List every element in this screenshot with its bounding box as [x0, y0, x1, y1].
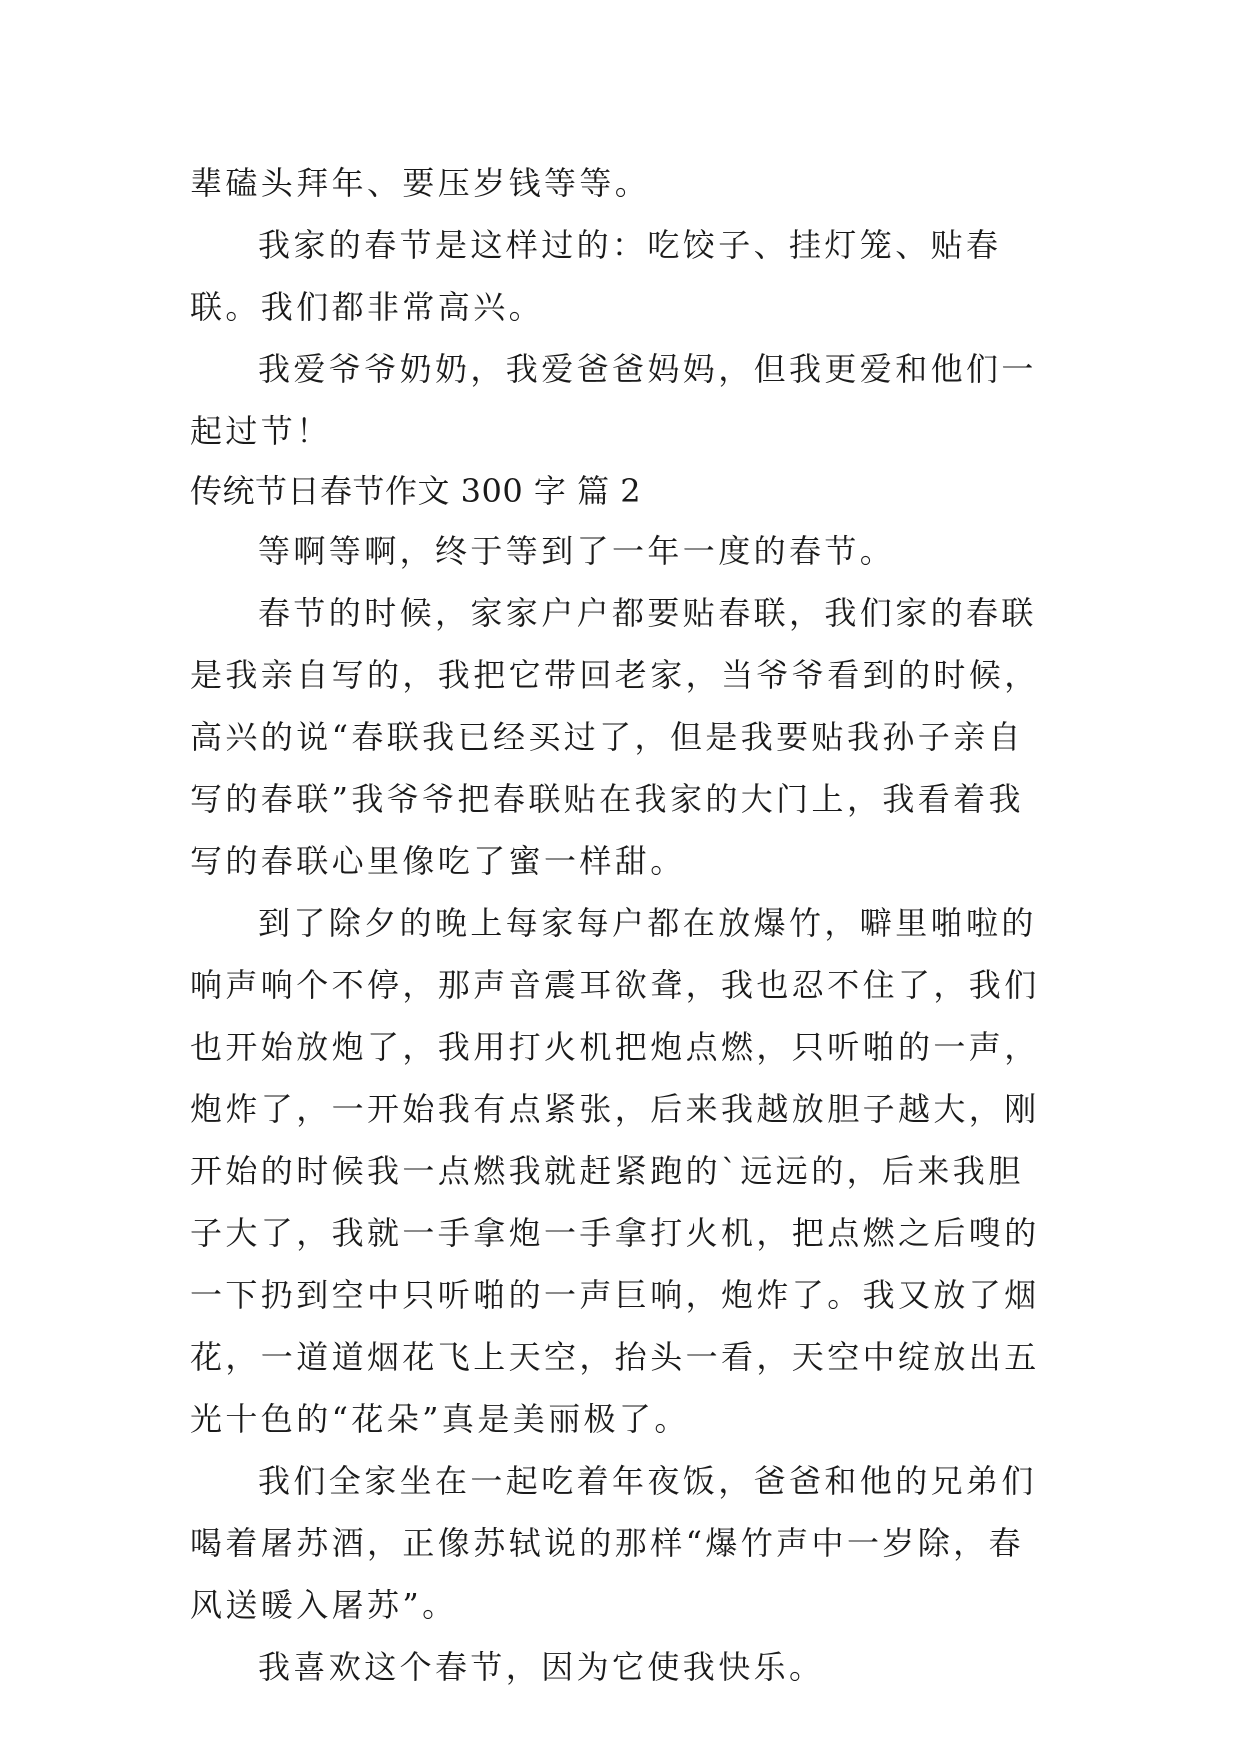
paragraph-waiting: 等啊等啊，终于等到了一年一度的春节。 — [258, 532, 896, 570]
paragraph-love-grandparents: 我爱爷爷奶奶，我爱爸爸妈妈，但我更爱和他们一起过节！ — [190, 350, 1037, 450]
paragraph-conclusion: 我喜欢这个春节，因为它使我快乐。 — [258, 1648, 825, 1686]
paragraph-firecrackers: 到了除夕的晚上每家每户都在放爆竹，噼里啪啦的响声响个不停，那声音震耳欲聋，我也忍不住了，我们也开始放炮了，我用打火机把炮点燃，只听啪的一声，炮炸了，一开始我有点紧张，后来我越放胆子越大，刚开始的时候我一点燃我就赶紧跑的`远远的，后来我胆子大了，我就一手拿炮一手拿打火机，把点燃之后嗖的一下扔到空中只听啪的一声巨响，炮炸了。我又放了烟花，一道道烟花飞上天空，抬头一看，天空中绽放出五光十色的“花朵”真是美丽极了。 — [190, 904, 1040, 1438]
paragraph-new-year-dinner: 我们全家坐在一起吃着年夜饭，爸爸和他的兄弟们喝着屠苏酒，正像苏轼说的那样“爆竹声中一岁除，春风送暖入屠苏”。 — [190, 1462, 1037, 1624]
paragraph-continued: 辈磕头拜年、要压岁钱等等。 — [190, 164, 651, 202]
paragraph-family-spring-festival: 我家的春节是这样过的：吃饺子、挂灯笼、贴春联。我们都非常高兴。 — [190, 226, 1002, 326]
document-body — [190, 152, 1050, 1698]
paragraph-couplets: 春节的时候，家家户户都要贴春联，我们家的春联是我亲自写的，我把它带回老家，当爷爷看到的时候，高兴的说“春联我已经买过了，但是我要贴我孙子亲自写的春联”我爷爷把春联贴在我家的大门上，我看着我写的春联心里像吃了蜜一样甜。 — [190, 594, 1040, 880]
section-heading: 传统节日春节作文 300 字 篇 2 — [190, 472, 642, 510]
